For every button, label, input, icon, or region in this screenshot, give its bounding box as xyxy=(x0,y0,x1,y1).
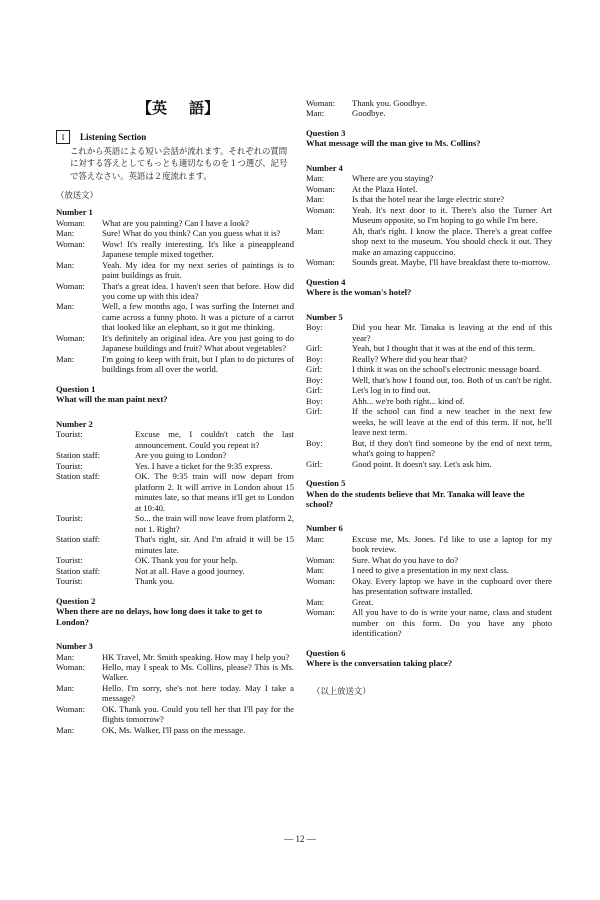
speaker-label: Man: xyxy=(56,301,75,312)
broadcast-label: （放送文） xyxy=(56,190,98,200)
right-column xyxy=(306,98,552,697)
dialogue-text: Ah, that's right. I know the place. There's a great coffee shop next to the museum. You should check it out. They make an amazing cappuccino. xyxy=(352,225,552,257)
dialogue-text: Sure! What do you think? Can you guess what it is? xyxy=(102,228,281,239)
page-number: — 12 — xyxy=(284,834,316,844)
dialogue-line xyxy=(306,597,552,607)
question-label: Question 3 xyxy=(306,127,346,138)
speaker-label: Boy: xyxy=(306,353,323,364)
dialogue-text: Did you hear Mr. Tanaka is leaving at the end of this year? xyxy=(352,322,552,343)
dialogue-line xyxy=(306,205,552,226)
speaker-label: Tourist: xyxy=(56,576,83,587)
dialogue-line xyxy=(306,576,552,597)
speaker-label: Station staff: xyxy=(56,450,101,461)
dialogue-text: So... the train will now leave from platform 2, not 1. Right? xyxy=(135,513,294,534)
dialogue-text: Not at all. Have a good journey. xyxy=(135,565,245,576)
dialogue-line xyxy=(306,375,552,385)
dialogue-line xyxy=(306,396,552,406)
dialogue-text: Hello. I'm sorry, she's not here today. May I take a message? xyxy=(102,682,294,704)
dialogue-text: That's right, sir. And I'm afraid it will be 15 minutes late. xyxy=(135,534,294,555)
speaker-label: Man: xyxy=(306,596,325,607)
speaker-label: Woman: xyxy=(56,662,85,672)
dialogue-line xyxy=(306,173,552,183)
dialogue-line xyxy=(306,226,552,257)
section-instructions: これから英語による短い会話が流れます。それぞれの質問に対する答えとしてもっとも適切なものを１つ選び、記号で答えなさい。英語は２度流れます。 xyxy=(70,147,288,181)
dialogue-text: Really? Where did you hear that? xyxy=(352,353,468,364)
question-text: What will the man paint next? xyxy=(56,394,168,405)
dialogue-line xyxy=(306,459,552,469)
speaker-label: Man: xyxy=(306,194,325,205)
speaker-label: Man: xyxy=(306,108,325,119)
dialogue-line xyxy=(56,429,294,450)
speaker-label: Man: xyxy=(306,533,325,544)
speaker-label: Tourist: xyxy=(56,555,83,566)
question-text: When there are no delays, how long does it take to get to London? xyxy=(56,606,263,627)
dialogue-text: Where are you staying? xyxy=(352,173,434,184)
dialogue-text: Goodbye. xyxy=(352,108,386,119)
question-text: What message will the man give to Ms. Collins? xyxy=(306,138,481,149)
speaker-label: Man: xyxy=(56,724,75,735)
dialogue-text: OK, Ms. Walker, I'll pass on the message. xyxy=(102,724,246,735)
dialogue-line xyxy=(306,257,552,267)
dialogue-text: Sure. What do you have to do? xyxy=(352,554,459,565)
dialogue-line xyxy=(56,218,294,228)
dialogue-line xyxy=(56,683,294,704)
speaker-label: Woman: xyxy=(306,575,335,586)
dialogue-line xyxy=(56,471,294,513)
dialogue-line xyxy=(56,725,294,735)
speaker-label: Station staff: xyxy=(56,471,101,482)
dialogue-line xyxy=(56,662,294,683)
dialogue-line xyxy=(306,565,552,575)
dialogue-text: Great. xyxy=(352,596,374,607)
dialogue-text: Let's log in to find out. xyxy=(352,385,431,396)
dialogue-text: Excuse me, Ms. Jones. I'd like to use a laptop for my book review. xyxy=(352,533,552,555)
left-column xyxy=(56,100,294,735)
dialogue-text: Thank you. xyxy=(135,576,175,587)
dialogue-text: OK. Thank you. Could you tell her that I'll pay for the flights tomorrow? xyxy=(102,703,294,725)
dialogue-line xyxy=(306,354,552,364)
dialogue-text: Are you going to London? xyxy=(135,450,227,461)
dialogue-line xyxy=(306,184,552,194)
speaker-label: Woman: xyxy=(306,183,335,194)
speaker-label: Woman: xyxy=(306,204,335,215)
dialogue-line xyxy=(306,343,552,353)
speaker-label: Woman: xyxy=(306,257,335,268)
speaker-label: Girl: xyxy=(306,364,323,375)
speaker-label: Girl: xyxy=(306,406,323,417)
dialogue-number: Number 3 xyxy=(56,641,93,652)
speaker-label: Tourist: xyxy=(56,513,83,524)
left-dialogues xyxy=(56,207,294,735)
speaker-label: Woman: xyxy=(56,703,85,714)
dialogue-text: That's a great idea. I haven't seen that before. How did you come up with this idea? xyxy=(102,280,294,301)
speaker-label: Girl: xyxy=(306,385,323,396)
dialogue-line xyxy=(306,607,552,638)
dialogue-line xyxy=(56,704,294,725)
dialogue-text: OK. The 9:35 train will now depart from platform 2. It will arrive in London about 15 minutes late, so that means it'll get to London at 10:40. xyxy=(135,471,294,513)
speaker-label: Woman: xyxy=(56,217,85,228)
dialogue-text: Well, a few months ago, I was surfing the Internet and came across a funny photo. It was a picture of a carrot that looked like an elephant, so it got me thinking. xyxy=(102,301,294,333)
dialogue-line xyxy=(56,576,294,586)
right-dialogues xyxy=(306,98,552,669)
dialogue-line xyxy=(306,194,552,204)
dialogue-text: Hello, may I speak to Ms. Collins, please? This is Ms. Walker. xyxy=(102,662,294,683)
dialogue-line xyxy=(306,534,552,555)
speaker-label: Woman: xyxy=(306,554,335,565)
dialogue-text: Is that the hotel near the large electric store? xyxy=(352,194,505,205)
dialogue-line xyxy=(56,534,294,555)
dialogue-line xyxy=(306,385,552,395)
dialogue-line xyxy=(56,260,294,281)
dialogue-text: Yeah. It's next door to it. There's also the Turner Art Museum opposite, so I'm hoping to go while I'm here. xyxy=(352,204,552,226)
dialogue-line xyxy=(56,301,294,332)
section-number-box: I xyxy=(56,130,70,144)
section-header xyxy=(56,130,294,144)
dialogue-line xyxy=(56,239,294,260)
dialogue-line xyxy=(56,333,294,354)
speaker-label: Tourist: xyxy=(56,460,83,471)
dialogue-line xyxy=(306,364,552,374)
page-title xyxy=(56,100,294,118)
dialogue-number: Number 1 xyxy=(56,207,93,218)
dialogue-text: What are you painting? Can I have a look? xyxy=(102,217,249,228)
speaker-label: Man: xyxy=(56,651,75,662)
speaker-label: Man: xyxy=(56,682,75,693)
dialogue-text: Ahh... we're both right... kind of. xyxy=(352,395,465,406)
speaker-label: Woman: xyxy=(56,332,85,343)
speaker-label: Woman: xyxy=(306,98,335,108)
dialogue-text: HK Travel, Mr. Smith speaking. How may I help you? xyxy=(102,651,290,662)
dialogue-line xyxy=(56,513,294,534)
dialogue-text: Okay. Every laptop we have in the cupboard over there has presentation software installed. xyxy=(352,575,552,597)
question-text: When do the students believe that Mr. Tanaka will leave the school? xyxy=(306,488,525,509)
dialogue-text: Yeah. My idea for my next series of paintings is to paint buildings as fruit. xyxy=(102,259,294,281)
dialogue-text: Excuse me, I couldn't catch the last announcement. Could you repeat it? xyxy=(135,429,294,450)
dialogue-text: It's definitely an original idea. Are you just going to do Japanese buildings and fruit? What about vegetables? xyxy=(102,332,294,354)
dialogue-line xyxy=(56,228,294,238)
question-label: Question 5 xyxy=(306,478,346,489)
dialogue-number: Number 4 xyxy=(306,162,343,173)
dialogue-line xyxy=(56,555,294,565)
speaker-label: Man: xyxy=(56,228,75,239)
title-bracket-right: 】 xyxy=(204,101,220,117)
dialogue-line xyxy=(306,108,552,118)
speaker-label: Man: xyxy=(56,353,75,364)
dialogue-line xyxy=(56,461,294,471)
speaker-label: Tourist: xyxy=(56,429,83,440)
speaker-label: Man: xyxy=(306,565,325,576)
dialogue-text: Wow! It's really interesting. It's like a pineappleand Japanese temple mixed together. xyxy=(102,238,294,260)
speaker-label: Woman: xyxy=(56,280,85,291)
dialogue-text: OK. Thank you for your help. xyxy=(135,555,238,566)
dialogue-text: But, if they don't find someone by the end of next term, what's going to happen? xyxy=(352,437,552,459)
dialogue-line xyxy=(306,322,552,343)
question-label: Question 1 xyxy=(56,383,96,394)
dialogue-line xyxy=(306,555,552,565)
speaker-label: Boy: xyxy=(306,322,323,333)
section-title: Listening Section xyxy=(80,131,147,142)
speaker-label: Boy: xyxy=(306,395,323,406)
dialogue-number: Number 5 xyxy=(306,311,343,322)
dialogue-text: At the Plaza Hotel. xyxy=(352,183,418,194)
end-note: （以上放送文） xyxy=(312,686,371,696)
dialogue-text: I'm going to keep with fruit, but I plan to do pictures of buildings from all over the world. xyxy=(102,353,294,375)
dialogue-line xyxy=(56,450,294,460)
dialogue-text: Well, that's how I found out, too. Both of us can't be right. xyxy=(352,374,552,385)
dialogue-text: Thank you. Goodbye. xyxy=(352,98,427,108)
dialogue-line xyxy=(56,652,294,662)
title-char-1: 英 xyxy=(151,101,167,117)
speaker-label: Boy: xyxy=(306,437,323,448)
speaker-label: Man: xyxy=(306,173,325,184)
dialogue-text: If the school can find a new teacher in the next few weeks, he will leave at the end of this term. If not, he'll leave next term. xyxy=(352,406,552,438)
speaker-label: Boy: xyxy=(306,374,323,385)
title-bracket-left: 【 xyxy=(136,101,152,117)
dialogue-text: Good point. It doesn't say. Let's ask him. xyxy=(352,458,492,469)
dialogue-text: I need to give a presentation in my next class. xyxy=(352,565,510,576)
dialogue-line xyxy=(56,354,294,375)
dialogue-text: All you have to do is write your name, class and student number on this form. Do you have any photo identification? xyxy=(352,607,552,639)
speaker-label: Girl: xyxy=(306,343,323,354)
speaker-label: Man: xyxy=(306,225,325,236)
question-label: Question 4 xyxy=(306,276,346,287)
question-label: Question 2 xyxy=(56,595,96,606)
dialogue-text: Sounds great. Maybe, I'll have breakfast there to-morrow. xyxy=(352,257,551,268)
speaker-label: Station staff: xyxy=(56,565,101,576)
question-label: Question 6 xyxy=(306,647,346,658)
dialogue-number: Number 6 xyxy=(306,523,343,534)
dialogue-text: Yes. I have a ticket for the 9:35 express. xyxy=(135,460,273,471)
speaker-label: Woman: xyxy=(306,607,335,618)
dialogue-number: Number 2 xyxy=(56,418,93,429)
speaker-label: Station staff: xyxy=(56,534,101,545)
speaker-label: Girl: xyxy=(306,458,323,469)
question-text: Where is the conversation taking place? xyxy=(306,658,453,669)
dialogue-text: Yeah, but I thought that it was at the end of this term. xyxy=(352,343,535,354)
dialogue-text: I think it was on the school's electronic message board. xyxy=(352,364,542,375)
question-text: Where is the woman's hotel? xyxy=(306,287,412,298)
dialogue-line xyxy=(56,566,294,576)
dialogue-line xyxy=(56,281,294,302)
dialogue-line xyxy=(306,406,552,437)
speaker-label: Woman: xyxy=(56,238,85,249)
dialogue-line xyxy=(306,98,552,108)
title-char-2: 語 xyxy=(189,101,205,117)
dialogue-line xyxy=(306,438,552,459)
speaker-label: Man: xyxy=(56,259,75,270)
